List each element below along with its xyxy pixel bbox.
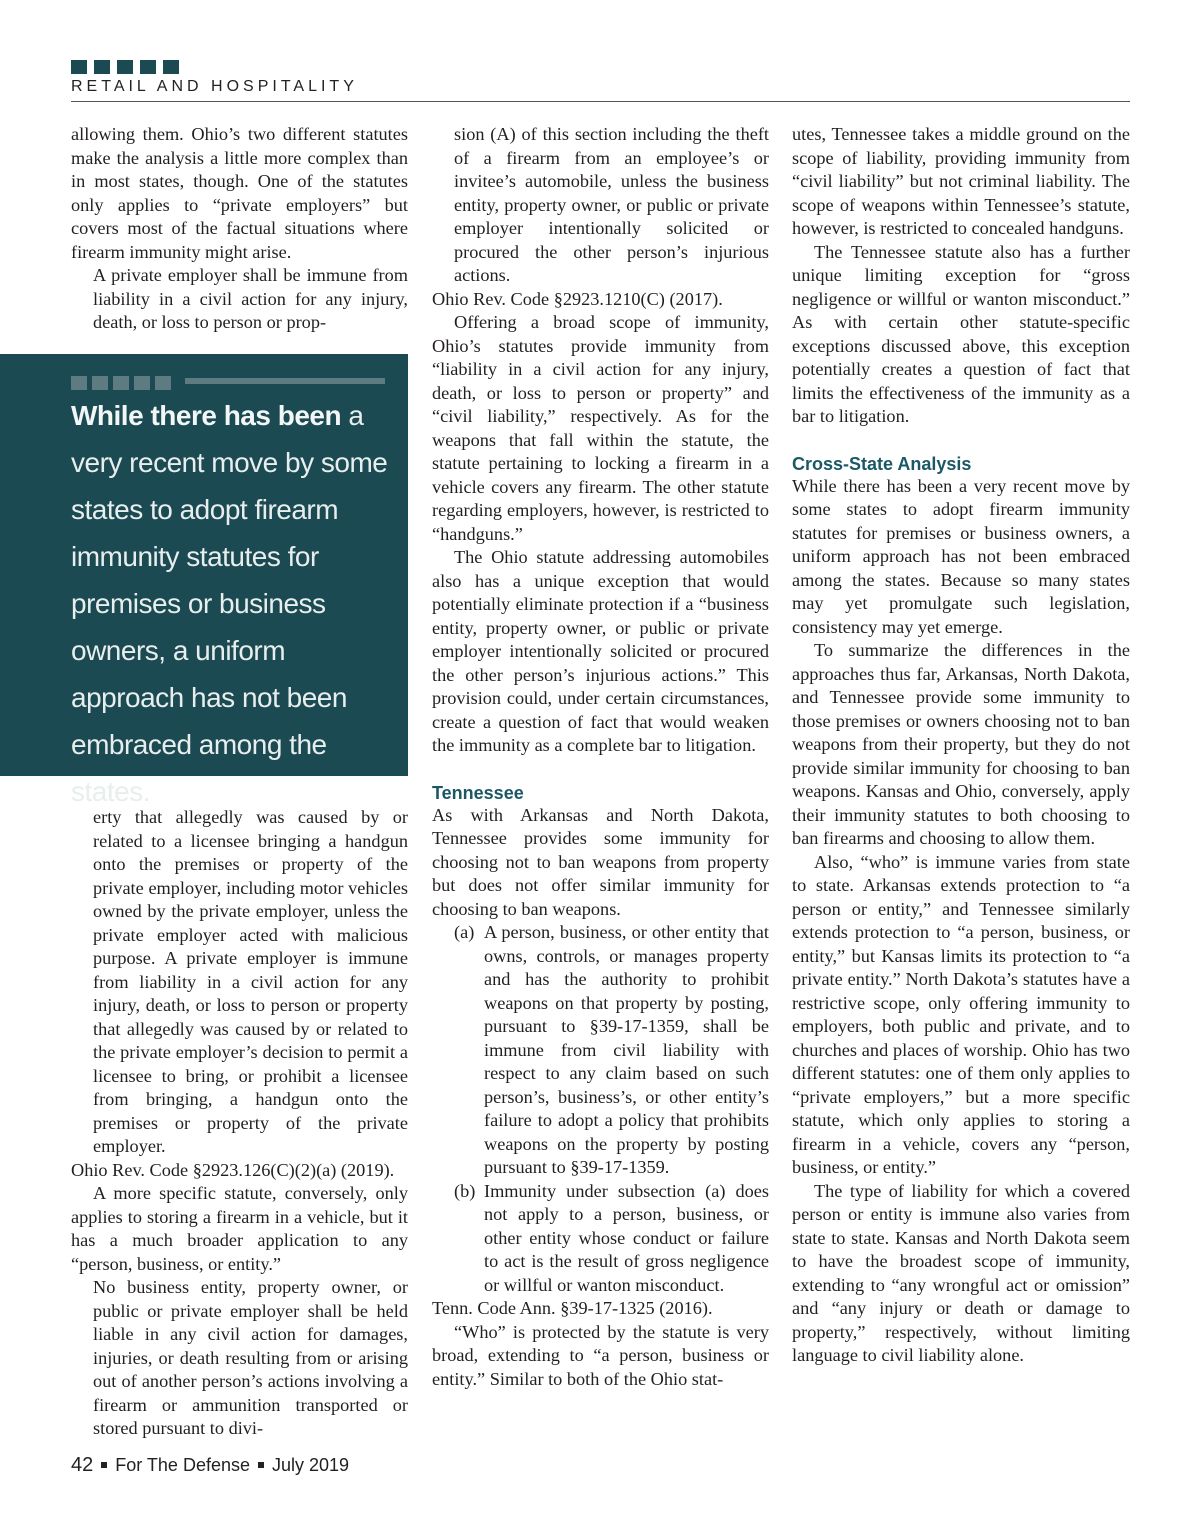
paragraph: A more specific statute, conversely, only applies to storing a firearm in a vehicle, but it has a much broader application to any “person, business, or entity.” [71, 1183, 408, 1274]
paragraph: To summarize the differences in the approaches thus far, Arkansas, North Dakota, and Tennessee provide some immunity to those premises or owners choosing not to ban weapons from their property, but they do not provide similar immunity for choosing to ban weapons. Kansas and Ohio, conversely, apply their immunity statutes to both choosing to ban firearms and choosing to allow them. [792, 640, 1130, 848]
column-1-bottom [71, 806, 408, 1441]
list-text: A person, business, or other entity that owns, controls, or manages property and has the authority to prohibit weapons on that property by posting, pursuant to §39-17-1359, shall be immune from civil liability with respect to any claim based on such person’s, business’s, or other entity’s failure to adopt a policy that prohibits weapons on the property by posting pursuant to §39-17-1359. [484, 922, 769, 1177]
pull-quote-text [71, 392, 391, 815]
section-heading: Tennessee [432, 782, 524, 803]
pull-quote-body: a very recent move by some states to adopt firearm immunity statutes for premises or business owners, a uniform approach has not been embraced among the states. [71, 400, 388, 807]
paragraph: While there has been a very recent move by some states to adopt firearm immunity statutes for premises or business owners, a uniform approach has not been embraced among the states. Because so many states may yet promulgate such legislation, consistency may yet emerge. [792, 475, 1130, 637]
paragraph: allowing them. Ohio’s two different statutes make the analysis a little more complex than in most states, though. One of the statutes only applies to “private employers” but covers most of the factual situations where firearm immunity might arise. [71, 124, 408, 262]
column-2 [432, 123, 769, 1391]
paragraph: “Who” is protected by the statute is very broad, extending to “a person, business or entity.” Similar to both of the Ohio stat- [432, 1321, 769, 1389]
list-text: Immunity under subsection (a) does not apply to a person, business, or other entity whose conduct or failure to act is the result of gross negligence or willful or wanton misconduct. [484, 1180, 769, 1295]
footer-separator [101, 1462, 107, 1468]
block-quote: erty that allegedly was caused by or related to a licensee bringing a handgun onto the premises or property of the private employer, including motor vehicles owned by the private employer, unless the private employer acted with malicious purpose. A private employer is immune from liability in a civil action for any injury, death, or loss to person or property that allegedly was caused by or related to the private employer’s decision to permit a licensee to bring, or prohibit a licensee from bringing, a handgun onto the premises or property of the private employer. [93, 807, 408, 1156]
page-number: 42 [71, 1454, 94, 1476]
paragraph: Also, “who” is immune varies from state to state. Arkansas extends protection to “a person or entity,” and Tennessee similarly extends protection to “a person, business, or entity,” but Kansas limits its protection to “a private entity.” North Dakota’s statutes have a restrictive scope, only offering immunity to employers, both public and private, and to churches and places of worship. Ohio has two different statutes: one of them only applies to “private employers,” but a more specific statute, which only applies to storing a firearm in a vehicle, covers any “person, business, or entity.” [792, 851, 1130, 1177]
paragraph: utes, Tennessee takes a middle ground on the scope of liability, providing immunity from “civil liability” but not criminal liability. The scope of weapons within Tennessee’s statute, however, is restricted to concealed handguns. [792, 124, 1130, 238]
paragraph: As with Arkansas and North Dakota, Tennessee provides some immunity for choosing not to ban weapons from property but does not offer similar immunity for choosing to ban weapons. [432, 804, 769, 919]
section-heading: Cross-State Analysis [792, 453, 972, 474]
pull-quote-lead: While there has been [71, 400, 342, 431]
citation: Ohio Rev. Code §2923.1210(C) (2017). [432, 288, 723, 309]
footer-separator [258, 1462, 264, 1468]
list-item [454, 921, 769, 1180]
paragraph: The Ohio statute addressing automobiles also has a unique exception that would potentially eliminate protection if a “business entity, property owner, or public or private employer intentionally solicited or procured the other person’s injurious actions.” This provision could, under certain circumstances, create a question of fact that would weaken the immunity as a complete bar to litigation. [432, 547, 769, 755]
pull-quote-bar [185, 378, 385, 384]
block-quote: sion (A) of this section including the theft of a firearm from an employee’s or invitee’s automobile, unless the business entity, property owner, or public or private employer intentionally solicited or procured the other person’s injurious actions. [454, 124, 769, 285]
citation: Ohio Rev. Code §2923.126(C)(2)(a) (2019). [71, 1159, 395, 1180]
column-3 [792, 123, 1130, 1368]
list-item [454, 1180, 769, 1298]
pull-quote-squares [71, 376, 171, 390]
block-quote: A private employer shall be immune from liability in a civil action for any injury, death, or loss to person or prop- [93, 265, 408, 332]
section-title: RETAIL AND HOSPITALITY [71, 78, 358, 95]
paragraph: Offering a broad scope of immunity, Ohio’s statutes provide immunity from “liability in a civil action for any injury, death, or loss to person or property” and “civil liability,” respectively. As for the weapons that fall within the statute, the statute pertaining to locking a firearm in a vehicle covers any firearm. The other statute regarding employers, however, is restricted to “handguns.” [432, 312, 769, 544]
header-rule [71, 101, 1130, 102]
publication-name: For The Defense [115, 1455, 250, 1475]
block-quote: No business entity, property owner, or public or private employer shall be held liable in any civil action for damages, injuries, or death resulting from or arising out of another person’s actions involving a firearm or ammunition transported or stored pursuant to divi- [93, 1277, 408, 1438]
paragraph: The type of liability for which a covered person or entity is immune also varies from state to state. Kansas and North Dakota seem to have the broadest scope of immunity, extending to “any wrongful act or omission” and “any injury or death or damage to property,” respectively, without limiting language to civil liability alone. [792, 1180, 1130, 1365]
header-squares [71, 60, 179, 74]
citation: Tenn. Code Ann. §39-17-1325 (2016). [432, 1298, 713, 1318]
list-label: (a) [454, 922, 475, 942]
pull-quote [0, 354, 408, 807]
list-label: (b) [454, 1180, 476, 1201]
paragraph: The Tennessee statute also has a further unique limiting exception for “gross negligence or willful or wanton misconduct.” As with certain other statute-specific exceptions discussed above, this exception potentially creates a question of fact that limits the effectiveness of the immunity as a bar to litigation. [792, 241, 1130, 426]
page-footer [71, 1454, 349, 1477]
issue-date: July 2019 [272, 1455, 350, 1475]
column-1-top [71, 123, 408, 335]
